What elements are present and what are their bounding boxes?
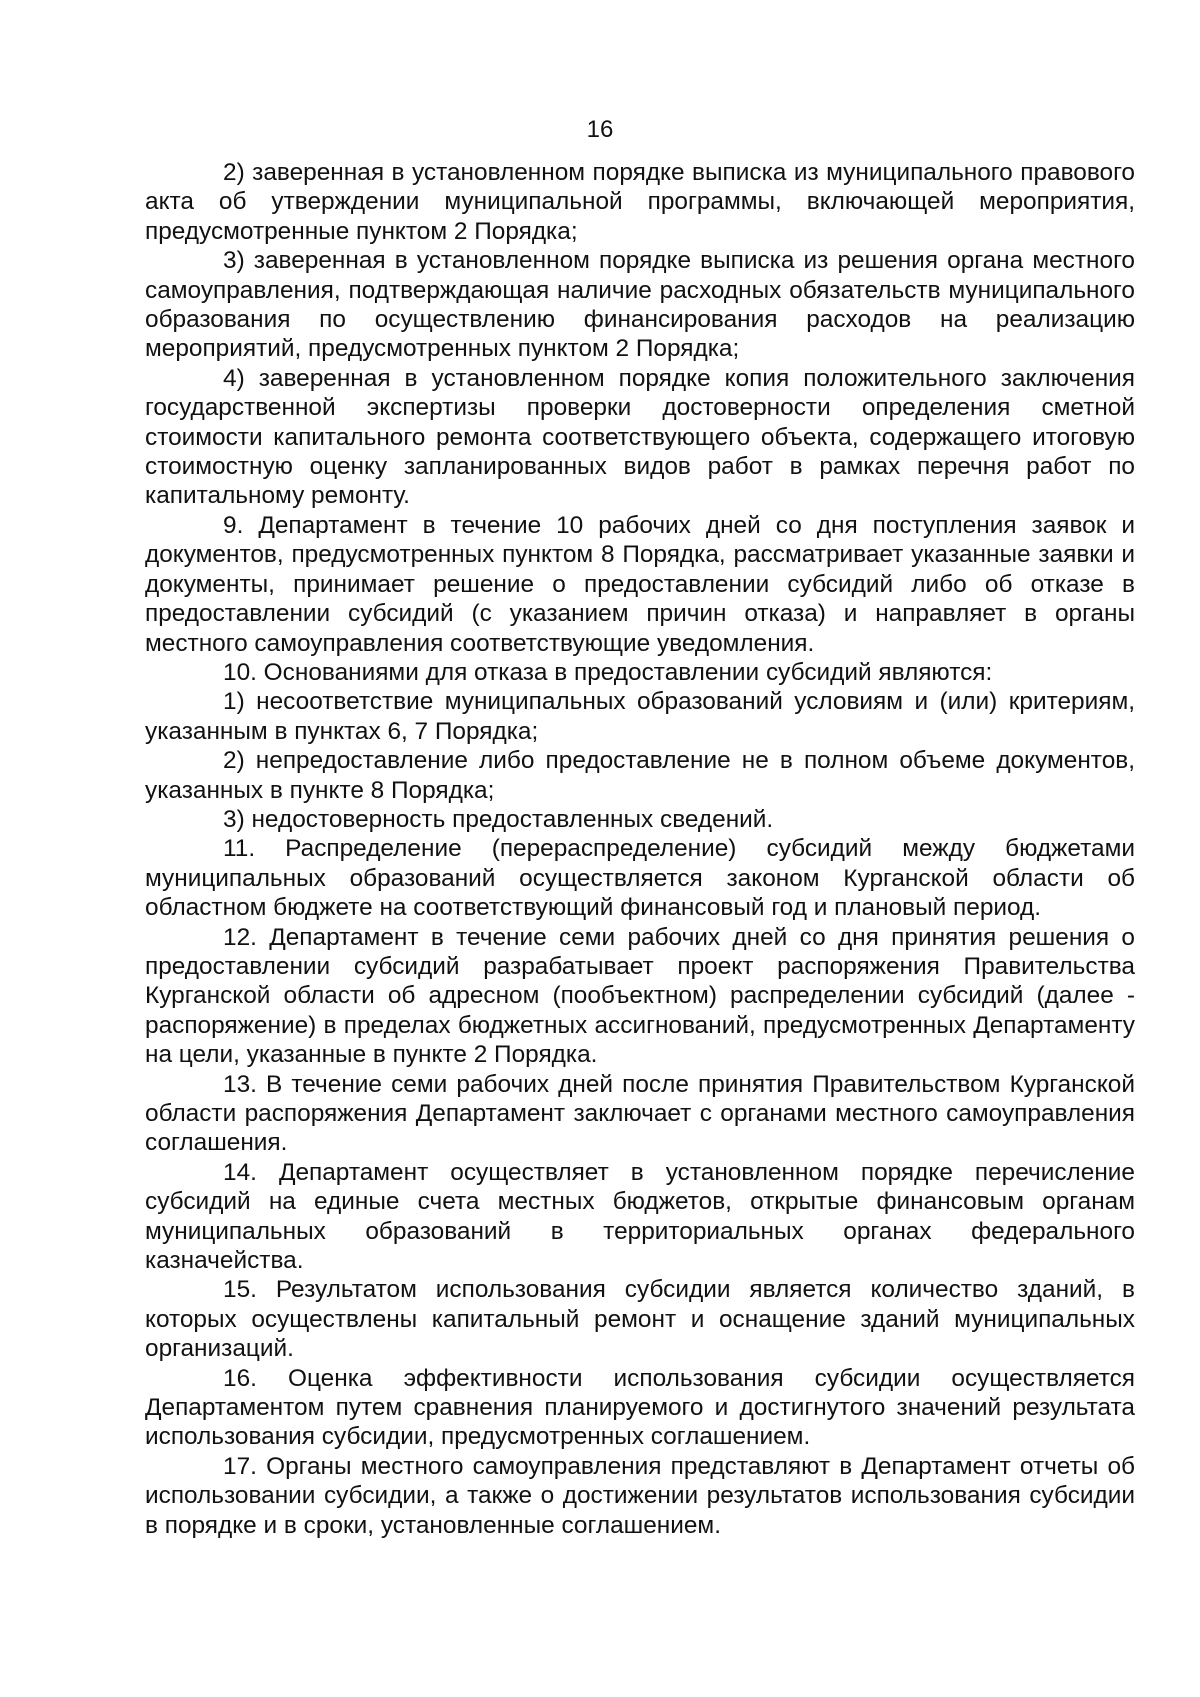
paragraph-item-2: 2) заверенная в установленном порядке выписка из муниципального правового акта об утверждении муниципальной программы, включающей мероприятия, предусмотренные пунктом 2 Порядка; [145, 159, 1135, 245]
paragraph-clause-13: 13. В течение семи рабочих дней после принятия Правительством Курганской области распоряжения Департамент заключает с органами местного самоуправления соглашения. [145, 1070, 1135, 1157]
paragraph-clause-16: 16. Оценка эффективности использования субсидии осуществляется Департаментом путем сравнения планируемого и достигнутого значений результата использования субсидии, предусмотренных соглашением. [145, 1364, 1135, 1451]
paragraph-clause-10-item-3: 3) недостоверность предоставленных сведений. [223, 805, 774, 833]
paragraph-clause-11: 11. Распределение (перераспределение) субсидий между бюджетами муниципальных образований осуществляется законом Курганской области об областном бюджете на соответствующий финансовый год и плановый период. [145, 835, 1135, 922]
paragraph-clause-9: 9. Департамент в течение 10 рабочих дней со дня поступления заявок и документов, предусмотренных пунктом 8 Порядка, рассматривает указанные заявки и документы, принимает решение о предоставлении субсидий либо об отказе в предоставлении субсидий (с указанием причин отказа) и направляет в органы местного самоуправления соответствующие уведомления. [145, 511, 1135, 657]
paragraph-item-4: 4) заверенная в установленном порядке копия положительного заключения государственной экспертизы проверки достоверности определения сметной стоимости капитального ремонта соответствующего объекта, содержащего итоговую стоимостную оценку запланированных видов работ в рамках перечня работ по капитальному ремонту. [145, 364, 1135, 510]
paragraph-clause-12: 12. Департамент в течение семи рабочих дней со дня принятия решения о предоставлении субсидий разрабатывает проект распоряжения Правительства Курганской области об адресном (пообъектном) распределении субсидий (далее - распоряжение) в пределах бюджетных ассигнований, предусмотренных Департаменту на цели, указанные в пункте 2 Порядка. [145, 923, 1135, 1069]
paragraph-clause-15: 15. Результатом использования субсидии является количество зданий, в которых осуществлены капитальный ремонт и оснащение зданий муниципальных организаций. [145, 1276, 1135, 1363]
page-number: 16 [586, 116, 614, 143]
document-body [145, 158, 1135, 1540]
paragraph-clause-17: 17. Органы местного самоуправления представляют в Департамент отчеты об использовании субсидии, а также о достижении результатов использования субсидии в порядке и в сроки, установленные соглашением. [145, 1452, 1135, 1539]
paragraph-clause-10: 10. Основаниями для отказа в предоставлении субсидий являются: [223, 658, 993, 686]
paragraph-clause-10-item-2: 2) непредоставление либо предоставление не в полном объеме документов, указанных в пункте 8 Порядка; [145, 747, 1135, 804]
paragraph-clause-10-item-1: 1) несоответствие муниципальных образований условиям и (или) критериям, указанным в пунктах 6, 7 Порядка; [145, 688, 1135, 745]
paragraph-clause-14: 14. Департамент осуществляет в установленном порядке перечисление субсидий на единые счета местных бюджетов, открытые финансовым органам муниципальных образований в территориальных органах федерального казначейства. [145, 1158, 1135, 1275]
paragraph-item-3: 3) заверенная в установленном порядке выписка из решения органа местного самоуправления, подтверждающая наличие расходных обязательств муниципального образования по осуществлению финансирования расходов на реализацию мероприятий, предусмотренных пунктом 2 Порядка; [145, 247, 1135, 363]
